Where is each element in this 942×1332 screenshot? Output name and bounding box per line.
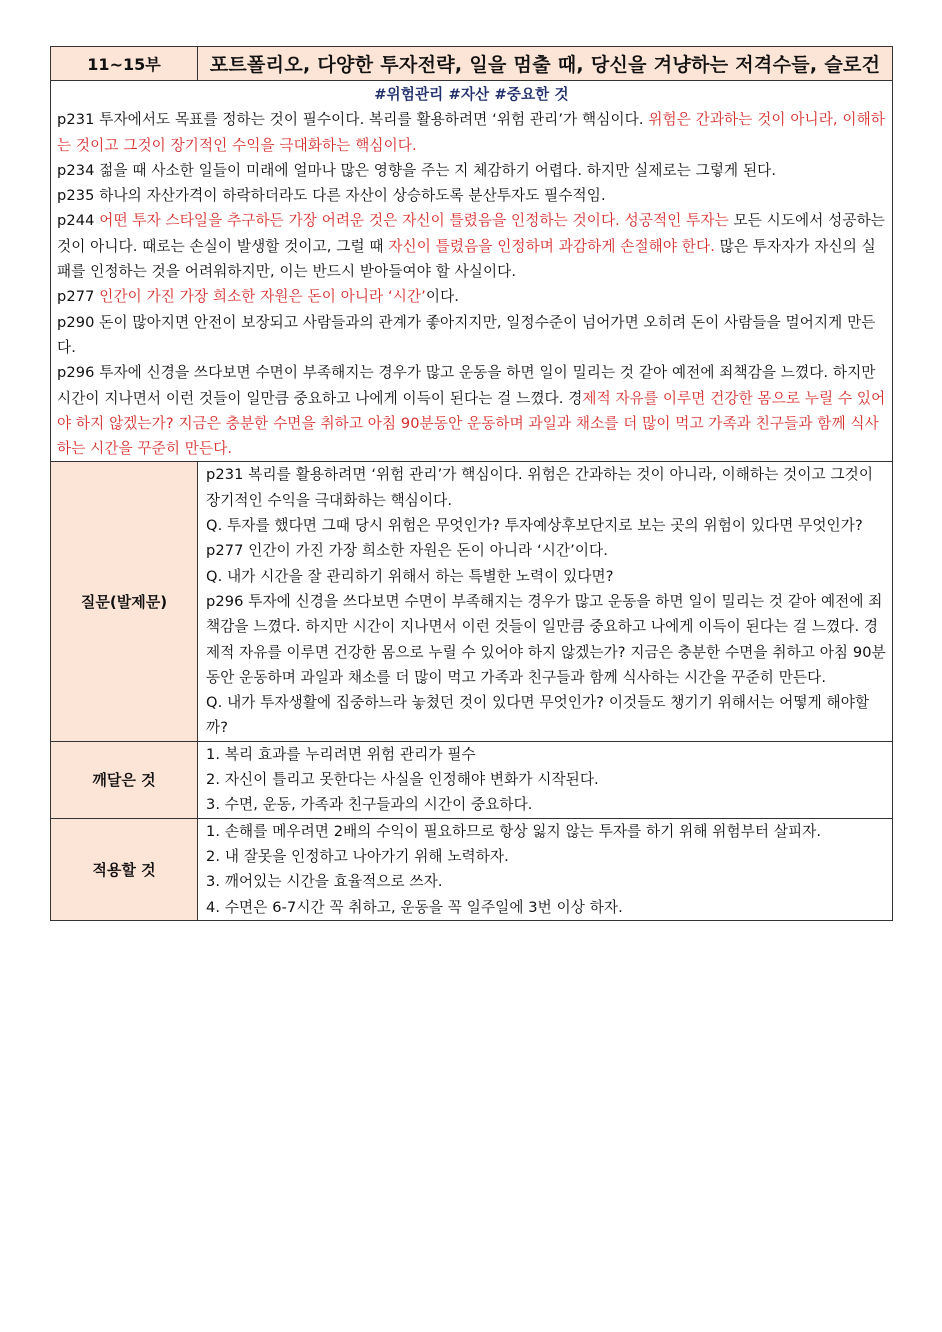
note-p290: p290 돈이 많아지면 안전이 보장되고 사람들과의 관계가 좋아지지만, 일정수준이 넘어가면 오히려 돈이 사람들을 멀어지게 만든다. [57, 313, 876, 356]
note-p296-text: p296 투자에 신경을 쓰다보면 수면이 부족해지는 경우가 많고 운동을 하면 일이 밀리는 것 같아 예전에 죄책감을 느꼈다. 하지만 시간이 지나면서 이런 것들이 일만큼 중요하고 나에게 이득이 된다는 걸 느꼈다. 경 [57, 364, 876, 407]
applications-row [51, 818, 893, 920]
realization-item: 2. 자신이 틀리고 못한다는 사실을 인정해야 변화가 시작된다. [206, 771, 599, 789]
chapter-titles: 포트폴리오, 다양한 투자전략, 일을 멈출 때, 당신을 겨냥하는 저격수들, 슬로건 [198, 47, 893, 81]
note-p244-middle: 모든 시도에서 성공하는 것이 아니다. 때로는 손실이 발생할 것이고, 그럴 때 [57, 212, 885, 255]
realization-item: 3. 수면, 운동, 가족과 친구들과의 시간이 중요하다. [206, 796, 533, 814]
questions-label: 질문(발제문) [51, 462, 198, 741]
note-p244-tail: 많은 투자자가 자신의 실패를 인정하는 것을 어려워하지만, 이는 반드시 받아들여야 할 사실이다. [57, 237, 876, 281]
note-p277 [57, 284, 886, 309]
note-p277-highlight: 인간이 가진 가장 희소한 자원은 돈이 아니라 ‘시간’ [99, 288, 426, 306]
note-p277-tail: 이다. [425, 288, 460, 306]
realizations-cell [198, 741, 893, 818]
application-item: 3. 깨어있는 시간을 효율적으로 쓰자. [206, 873, 443, 891]
question-item: Q. 내가 투자생활에 집중하느라 놓쳤던 것이 있다면 무엇인가? 이것들도 챙기기 위해서는 어떻게 해야할까? [206, 694, 870, 737]
applications-cell [198, 818, 893, 920]
realizations-label: 깨달은 것 [51, 741, 198, 818]
applications-label: 적용할 것 [51, 818, 198, 920]
chapter-range: 11~15부 [51, 47, 198, 81]
note-p296-highlight: 제적 자유를 이루면 건강한 몸으로 누릴 수 있어야 하지 않겠는가? 지금은 충분한 수면을 취하고 아침 90분동안 운동하며 과일과 채소를 더 많이 먹고 가족과 친구들과 함께 식사하는 시간을 꾸준히 만든다. [57, 389, 886, 458]
note-p231-text: p231 투자에서도 목표를 정하는 것이 필수이다. 복리를 활용하려면 ‘위험 관리’가 핵심이다. [57, 111, 649, 129]
application-item: 4. 수면은 6-7시간 꼭 취하고, 운동을 꼭 일주일에 3번 이상 하자. [206, 898, 623, 916]
note-p235: p235 하나의 자산가격이 하락하더라도 다른 자산이 상승하도록 분산투자도 필수적임. [57, 187, 606, 205]
question-item: p277 인간이 가진 가장 희소한 자원은 돈이 아니라 ‘시간’이다. [206, 542, 608, 560]
summary-cell [51, 81, 893, 462]
question-item: p231 복리를 활용하려면 ‘위험 관리’가 핵심이다. 위험은 간과하는 것이 아니라, 이해하는 것이고 그것이 장기적인 수익을 극대화하는 핵심이다. [206, 466, 874, 509]
question-item: p296 투자에 신경을 쓰다보면 수면이 부족해지는 경우가 많고 운동을 하면 일이 밀리는 것 같아 예전에 죄책감을 느꼈다. 하지만 시간이 지나면서 이런 것들이 일만큼 중요하고 나에게 이득이 된다는 걸 느꼈다. 경제적 자유를 이루면 건강한 몸으로 누릴 수 있어야 하지 않겠는가? 지금은 충분한 수면을 취하고 아침 90분동안 운동하며 과일과 채소를 더 많이 먹고 가족과 친구들과 함께 식사하는 시간을 꾸준히 만든다. [206, 592, 886, 686]
summary-row [51, 81, 893, 462]
application-item: 1. 손해를 메우려면 2배의 수익이 필요하므로 항상 잃지 않는 투자를 하기 위해 위험부터 살피자. [206, 822, 822, 840]
note-p244-prefix: p244 [57, 212, 100, 230]
note-p244-highlight-2: 자신이 틀렸음을 인정하며 과감하게 손절해야 한다. [388, 237, 715, 255]
note-p296 [57, 360, 886, 461]
question-item: Q. 투자를 했다면 그때 당시 위험은 무엇인가? 투자예상후보단지로 보는 곳의 위험이 있다면 무엇인가? [206, 517, 863, 535]
realization-item: 1. 복리 효과를 누리려면 위험 관리가 필수 [206, 745, 476, 763]
realizations-row [51, 741, 893, 818]
note-p231-highlight: 위험은 간과하는 것이 아니라, 이해하는 것이고 그것이 장기적인 수익을 극대화하는 핵심이다. [57, 111, 885, 154]
hashtags: #위험관리 #자산 #중요한 것 [374, 86, 569, 103]
question-item: Q. 내가 시간을 잘 관리하기 위해서 하는 특별한 노력이 있다면? [206, 567, 614, 585]
note-p234: p234 젊을 때 사소한 일들이 미래에 얼마나 많은 영향을 주는 지 체감하기 어렵다. 하지만 실제로는 그렇게 된다. [57, 161, 777, 179]
questions-cell [198, 462, 893, 741]
questions-row [51, 462, 893, 741]
header-row [51, 47, 893, 81]
note-p231 [57, 107, 886, 158]
note-p244-highlight-1: 어떤 투자 스타일을 추구하든 가장 어려운 것은 자신이 틀렸음을 인정하는 것이다. 성공적인 투자는 [99, 212, 729, 230]
application-item: 2. 내 잘못을 인정하고 나아가기 위해 노력하자. [206, 847, 509, 865]
reading-notes-table [50, 46, 893, 921]
note-p244 [57, 208, 886, 284]
note-p277-prefix: p277 [57, 288, 100, 306]
